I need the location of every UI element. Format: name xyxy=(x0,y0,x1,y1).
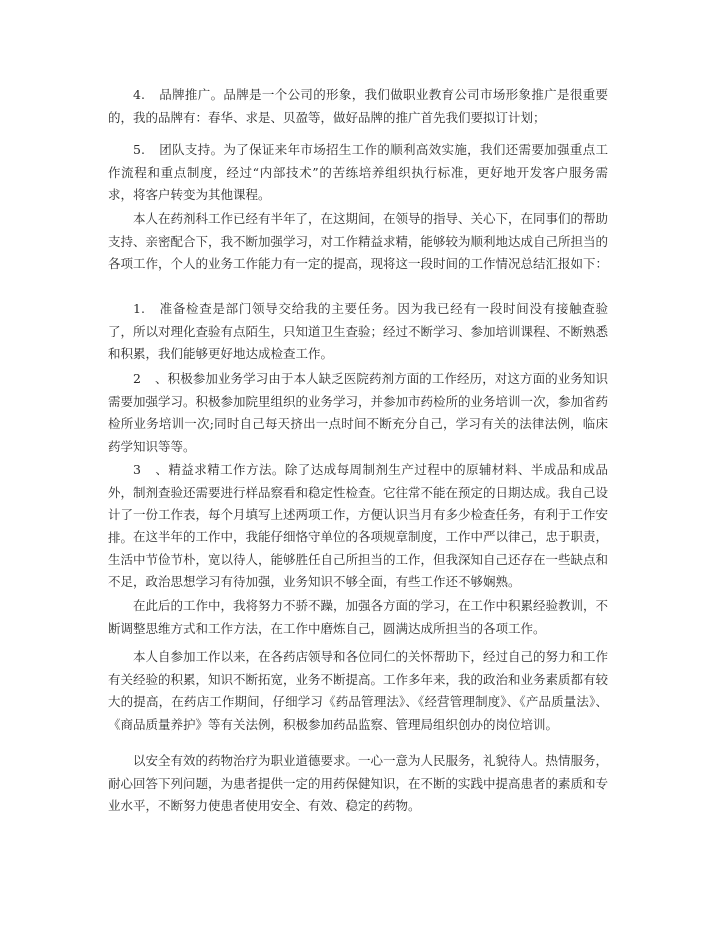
paragraph-inspection xyxy=(108,298,608,366)
paragraph-ethics xyxy=(108,750,608,818)
paragraph-text: 本人在药剂科工作已经有半年了，在这期间，在领导的指导、关心下，在同事们的帮助支持、亲密配合下，我不断加强学习，对工作精益求精，能够较为顺利地达成自己所担当的各项工作，个人的业务工作能力有一定的提高，现将这一段时间的工作情况总结汇报如下： xyxy=(108,211,609,271)
paragraph-half-year xyxy=(108,526,608,594)
paragraph-text: 团队支持。为了保证来年市场招生工作的顺利高效实施，我们还需要加强重点工作流程和重点制度，经过“内部技术”的苦练培养组织执行标准，更好地开发客户服务需求，将客户转变为其他课程。 xyxy=(108,142,608,202)
item-number: 5. xyxy=(133,142,145,157)
item-number: 4. xyxy=(133,87,145,102)
paragraph-text: 以安全有效的药物治疗为职业道德要求。一心一意为人民服务，礼貌待人。热情服务，耐心回答下列问题，为患者提供一定的用药保健知识，在不断的实践中提高患者的素质和专业水平，不断努力使患者使用安全、有效、稳定的药物。 xyxy=(108,753,609,813)
item-number: 1. xyxy=(133,301,145,316)
paragraph-future-work xyxy=(108,595,608,640)
paragraph-text: 准备检查是部门领导交给我的主要任务。因为我已经有一段时间没有接触查验了，所以对理化查验有点陌生，只知道卫生查验；经过不断学习、参加培训课程、不断熟悉和积累，我们能够更好地达成检查工作。 xyxy=(108,301,609,361)
item-number: 3 xyxy=(133,462,141,477)
paragraph-business-study xyxy=(108,368,608,458)
paragraph-text: 品牌推广。品牌是一个公司的形象，我们做职业教育公司市场形象推广是很重要的，我的品牌有：春华、求是、贝盈等，做好品牌的推广首先我们要拟订计划； xyxy=(108,87,608,125)
paragraph-text: 、精益求精工作方法。除了达成每周制剂生产过程中的原辅材料、半成品和成品外，制剂查验还需要进行样品察看和稳定性检查。它往常不能在预定的日期达成。我自己设计了一份工作表，每个月填写上述两项工作，方便认识当月有多少检查任务，有利于工作安排。 xyxy=(108,462,609,545)
item-number: 2 xyxy=(133,371,141,386)
paragraph-text: 、积极参加业务学习由于本人缺乏医院药剂方面的工作经历，对这方面的业务知识需要加强学习。积极参加院里组织的业务学习，并参加市药检所的业务培训一次，参加省药检所业务培训一次;同时自己每天挤出一点时间不断充分自己，学习有关的法律法例，临床药学知识等等。 xyxy=(108,371,609,454)
paragraph-text: 在此后的工作中，我将努力不骄不躁，加强各方面的学习，在工作中积累经验教训，不断调整思维方式和工作方法，在工作中磨炼自己，圆满达成所担当的各项工作。 xyxy=(108,598,609,636)
paragraph-experience xyxy=(108,646,608,736)
paragraph-text: 在这半年的工作中，我能仔细恪守单位的各项规章制度，工作中严以律己，忠于职责，生活中节俭节朴，宽以待人，能够胜任自己所担当的工作，但我深知自己还存在一些缺点和不足，政治思想学习有待加强，业务知识不够全面，有些工作还不够娴熟。 xyxy=(108,529,609,589)
paragraph-brand-promotion xyxy=(108,84,608,129)
paragraph-text: 本人自参加工作以来，在各药店领导和各位同仁的关怀帮助下，经过自己的努力和工作有关经验的积累，知识不断拓宽，业务不断提高。工作多年来，我的政治和业务素质都有较大的提高，在药店工作期间，仔细学习《药品管理法》、《经营管理制度》、《产品质量法》、《商品质量养护》等有关法例，积极参加药品监察、管理局组织创办的岗位培训。 xyxy=(108,649,609,732)
paragraph-team-support xyxy=(108,139,608,207)
paragraph-summary-intro xyxy=(108,208,608,276)
